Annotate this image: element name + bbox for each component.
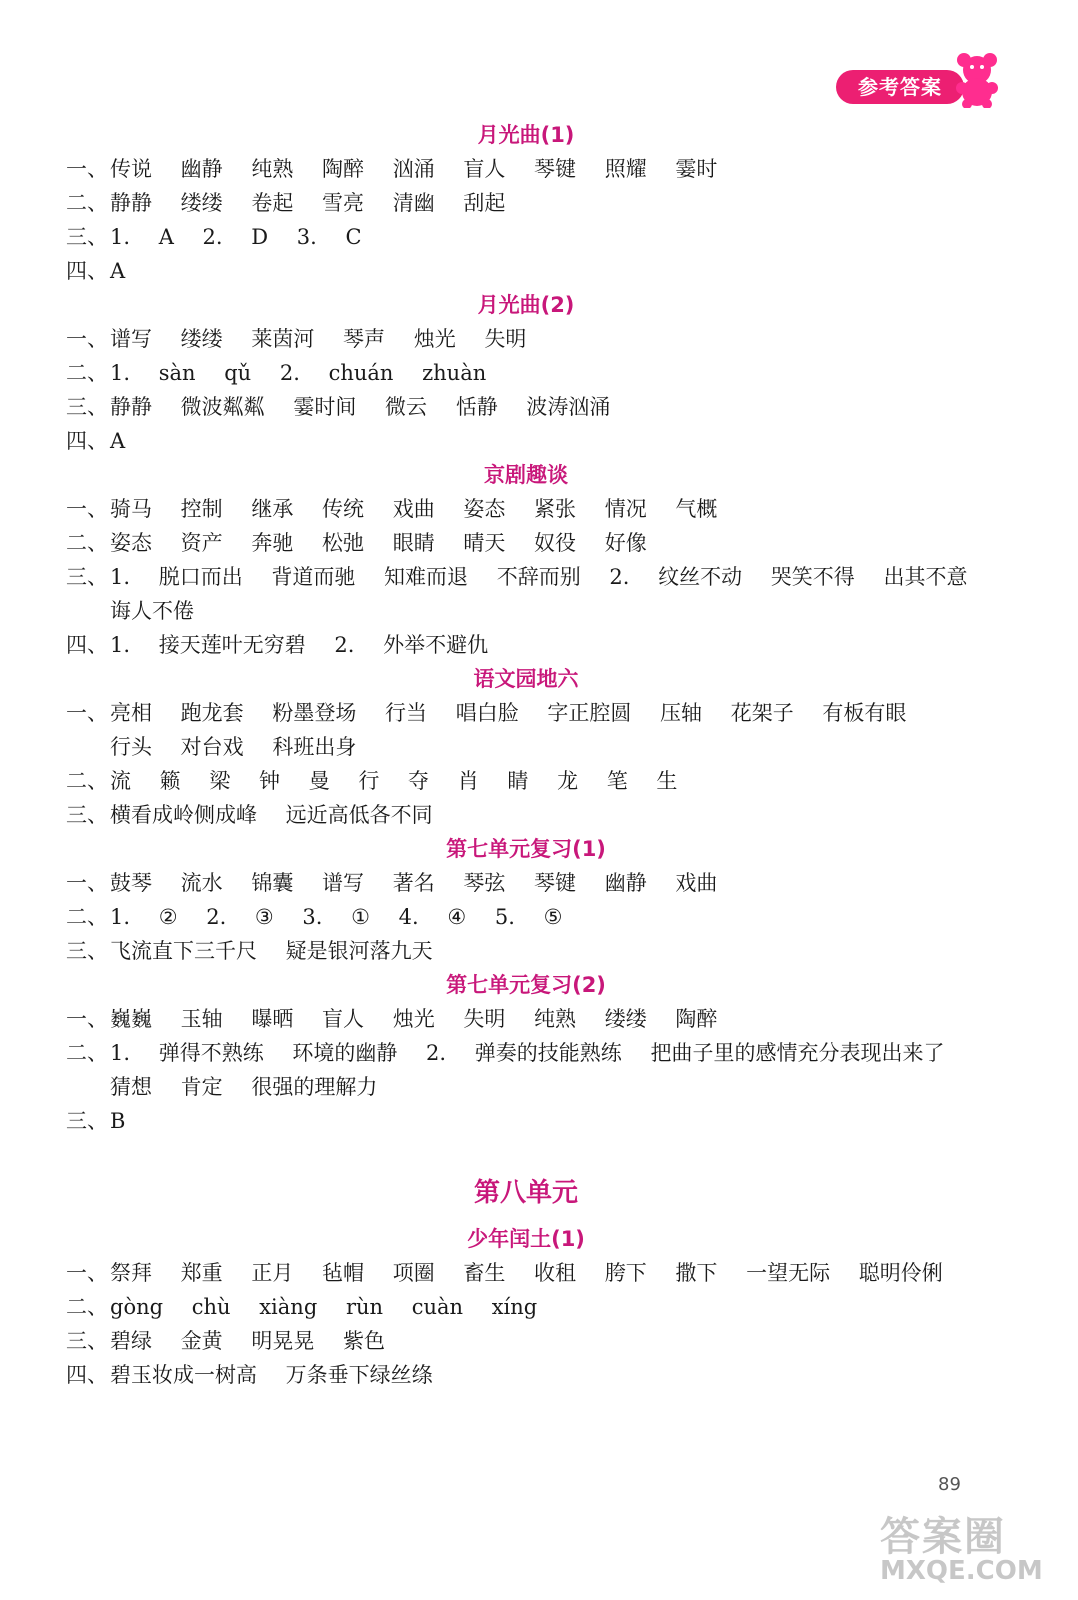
section-title: 京剧趣谈 xyxy=(484,463,568,487)
answer-line xyxy=(66,492,986,526)
answer-line xyxy=(66,1256,986,1290)
question-number: 二、 xyxy=(66,531,108,555)
page-number: 89 xyxy=(938,1474,961,1495)
answer-line xyxy=(66,696,986,730)
question-number: 四、 xyxy=(66,633,108,657)
answer-line xyxy=(66,1036,986,1070)
answer-text: 巍巍 玉轴 曝晒 盲人 烛光 失明 纯熟 缕缕 陶醉 xyxy=(110,1007,718,1031)
answer-text: 骑马 控制 继承 传统 戏曲 姿态 紧张 情况 气概 xyxy=(110,497,718,521)
watermark xyxy=(880,1505,1060,1585)
question-number: 二、 xyxy=(66,905,108,929)
watermark-cn: 答案圈 xyxy=(880,1514,1006,1560)
answer-line xyxy=(66,560,986,594)
answer-text: 飞流直下三千尺 疑是银河落九天 xyxy=(110,939,433,963)
answer-text: 1. ② 2. ③ 3. ① 4. ④ 5. ⑤ xyxy=(110,905,563,929)
question-number: 二、 xyxy=(66,769,108,793)
answer-content xyxy=(66,118,986,1392)
answer-line xyxy=(66,866,986,900)
answer-text: 祭拜 郑重 正月 毡帽 项圈 畜生 收租 胯下 撒下 一望无际 聪明伶俐 xyxy=(110,1261,943,1285)
answer-line xyxy=(66,1324,986,1358)
answer-text: 行头 对台戏 科班出身 xyxy=(110,735,357,759)
question-number: 二、 xyxy=(66,1041,108,1065)
section-title: 第七单元复习(2) xyxy=(446,973,606,997)
question-number: 三、 xyxy=(66,939,108,963)
answer-text: 传说 幽静 纯熟 陶醉 汹涌 盲人 琴键 照耀 霎时 xyxy=(110,157,718,181)
question-number: 四、 xyxy=(66,259,108,283)
question-number: 三、 xyxy=(66,225,108,249)
question-number: 三、 xyxy=(66,803,108,827)
unit-title: 第八单元 xyxy=(473,1178,578,1208)
question-number: 一、 xyxy=(66,327,108,351)
answer-text: 姿态 资产 奔驰 松弛 眼睛 晴天 奴役 好像 xyxy=(110,531,647,555)
answer-line xyxy=(66,220,986,254)
answer-text: 1. A 2. D 3. C xyxy=(110,225,362,249)
section-title: 月光曲(1) xyxy=(477,123,575,147)
answer-text: 1. 接天莲叶无穷碧 2. 外举不避仇 xyxy=(110,633,489,657)
answer-line xyxy=(66,1002,986,1036)
answer-line xyxy=(66,900,986,934)
answer-line xyxy=(66,356,986,390)
answer-line xyxy=(66,798,986,832)
answer-line xyxy=(66,254,986,288)
answer-line xyxy=(66,594,986,628)
question-number: 三、 xyxy=(66,395,108,419)
answer-line xyxy=(66,1290,986,1324)
answer-text: 猜想 肯定 很强的理解力 xyxy=(110,1075,378,1099)
answer-text: 1. 脱口而出 背道而驰 知难而退 不辞而别 2. 纹丝不动 哭笑不得 出其不意 xyxy=(110,565,968,589)
answer-line xyxy=(66,322,986,356)
answer-text: 静静 缕缕 卷起 雪亮 清幽 刮起 xyxy=(110,191,506,215)
question-number: 三、 xyxy=(66,565,108,589)
question-number: 一、 xyxy=(66,871,108,895)
question-number: 三、 xyxy=(66,1329,108,1353)
answer-text: 横看成岭侧成峰 远近高低各不同 xyxy=(110,803,433,827)
answer-line xyxy=(66,390,986,424)
answer-text: 鼓琴 流水 锦囊 谱写 著名 琴弦 琴键 幽静 戏曲 xyxy=(110,871,718,895)
question-number: 二、 xyxy=(66,191,108,215)
answer-text: 碧玉妆成一树高 万条垂下绿丝绦 xyxy=(110,1363,433,1387)
question-number: 三、 xyxy=(66,1109,108,1133)
answer-line xyxy=(66,1070,986,1104)
answer-text: 静静 微波粼粼 霎时间 微云 恬静 波涛汹涌 xyxy=(110,395,611,419)
question-number: 二、 xyxy=(66,361,108,385)
answer-line xyxy=(66,764,986,798)
answer-line xyxy=(66,424,986,458)
answer-text: A xyxy=(110,259,126,283)
answer-line xyxy=(66,628,986,662)
question-number: 一、 xyxy=(66,1007,108,1031)
question-number: 一、 xyxy=(66,701,108,725)
question-number: 一、 xyxy=(66,157,108,181)
section-title: 月光曲(2) xyxy=(477,293,575,317)
answer-text: 碧绿 金黄 明晃晃 紫色 xyxy=(110,1329,386,1353)
watermark-en: MXQE.COM xyxy=(880,1556,1043,1586)
bear-icon xyxy=(955,52,999,108)
answer-text: B xyxy=(110,1109,126,1133)
answer-line xyxy=(66,526,986,560)
answer-line xyxy=(66,730,986,764)
question-number: 一、 xyxy=(66,1261,108,1285)
section-title: 少年闰土(1) xyxy=(467,1227,585,1251)
section-title: 第七单元复习(1) xyxy=(446,837,606,861)
answer-text: 谱写 缕缕 莱茵河 琴声 烛光 失明 xyxy=(110,327,527,351)
answer-text: 1. sàn qǔ 2. chuán zhuàn xyxy=(110,361,487,385)
answer-text: 诲人不倦 xyxy=(110,599,194,623)
section-title: 语文园地六 xyxy=(473,667,579,691)
question-number: 一、 xyxy=(66,497,108,521)
question-number: 二、 xyxy=(66,1295,108,1319)
answer-text: 1. 弹得不熟练 环境的幽静 2. 弹奏的技能熟练 把曲子里的感情充分表现出来了 xyxy=(110,1041,945,1065)
question-number: 四、 xyxy=(66,429,108,453)
answer-line xyxy=(66,1104,986,1138)
answer-line xyxy=(66,186,986,220)
answer-text: gòng chù xiàng rùn cuàn xíng xyxy=(110,1295,538,1319)
answer-line xyxy=(66,1358,986,1392)
question-number: 四、 xyxy=(66,1363,108,1387)
answer-line xyxy=(66,934,986,968)
answer-text: 流 籁 梁 钟 曼 行 夺 肖 睛 龙 笔 生 xyxy=(110,769,678,793)
answer-key-badge: 参考答案 xyxy=(836,70,964,104)
answer-text: A xyxy=(110,429,126,453)
answer-line xyxy=(66,152,986,186)
answer-text: 亮相 跑龙套 粉墨登场 行当 唱白脸 字正腔圆 压轴 花架子 有板有眼 xyxy=(110,701,907,725)
